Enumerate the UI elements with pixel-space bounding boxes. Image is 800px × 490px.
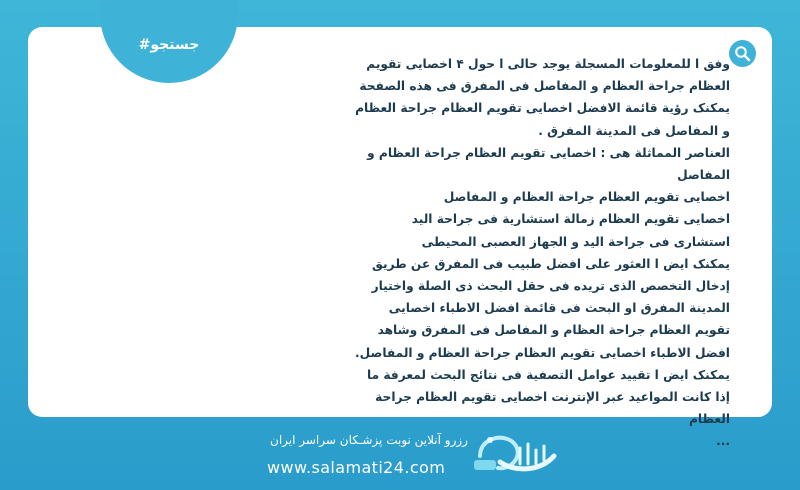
footer bbox=[0, 420, 800, 490]
paragraph-filter-tip: یمکنک ایض ا تقیید عوامل التصفیة فی نتائج البحث لمعرفة ما إذا کانت المواعید عبر الإنترنت اخصایی تقویم العظام جراحة العظام bbox=[367, 367, 730, 427]
search-tab-label: #جستجو bbox=[138, 37, 200, 53]
footer-tagline: رزرو آنلاین نوبت پزشـکان سراسر ایران bbox=[270, 433, 468, 447]
salamati-logo-icon bbox=[470, 426, 560, 482]
ellipsis: ... bbox=[716, 434, 730, 449]
paragraph-intro: وفق ا للمعلومات المسجلة یوجد حالی ا حول ۴ اخصایی تقویم العظام جراحة العظام و المفاصل فی المفرق فی هذه الصفحة یمکنک رؤیة قائمة الافضل اخصایی تقویم العظام جراحة العظام و المفاصل فی المدینة المفرق . bbox=[355, 57, 730, 138]
list-item: اخصایی تقویم العظام جراحة العظام و المفاصل bbox=[443, 190, 730, 205]
article-text bbox=[350, 53, 730, 453]
paragraph-similar: العناصر المماثلة هی : اخصایی تقویم العظام جراحة العظام و المفاصل bbox=[367, 145, 730, 183]
site-url[interactable]: www.salamati24.com bbox=[267, 458, 446, 477]
list-item: اخصایی تقویم العظام زمالة استشاریة فی جراحة الید bbox=[411, 212, 730, 227]
search-button[interactable] bbox=[729, 40, 756, 67]
list-item: استشاری فی جراحة الید و الجهاز العصبی المحیطی bbox=[421, 234, 730, 249]
search-icon bbox=[734, 45, 751, 62]
search-tab[interactable] bbox=[100, 0, 238, 83]
paragraph-search-tip: یمکنک ایض ا العثور علی افضل طبیب فی المفرق عن طریق إدخال التخصص الذی تریده فی حقل البحث ذی الصلة واختیار المدینة المفرق او البحث فی قائمة افضل الاطباء اخصایی تقویم العظام جراحة العظام و المفاصل فی المفرق وشاهد افضل الاطباء اخصایی تقویم العظام جراحة العظام و المفاصل. bbox=[355, 256, 730, 360]
